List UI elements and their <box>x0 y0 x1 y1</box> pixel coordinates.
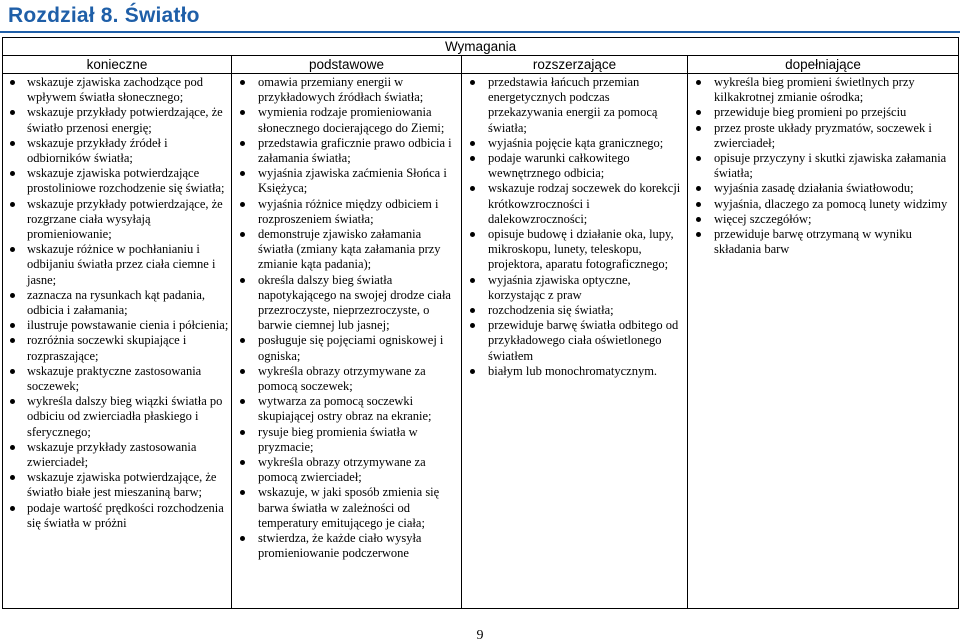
list-item: wskazuje zjawiska potwierdzające, że światło białe jest mieszaniną barw; <box>3 470 229 500</box>
list-item: posługuje się pojęciami ogniskowej i ogniska; <box>232 333 459 363</box>
requirements-header: Wymagania <box>3 38 959 56</box>
list-item: przewiduje barwę otrzymaną w wyniku składania barw <box>688 227 956 257</box>
list-item: ilustruje powstawanie cienia i półcienia; <box>3 318 229 333</box>
list-item: wykreśla obrazy otrzymywane za pomocą soczewek; <box>232 364 459 394</box>
list-item: wskazuje różnice w pochłanianiu i odbijaniu światła przez ciała ciemne i jasne; <box>3 242 229 288</box>
list-item: więcej szczegółów; <box>688 212 956 227</box>
requirements-table <box>2 37 959 609</box>
list-item: wskazuje przykłady źródeł i odbiorników światła; <box>3 136 229 166</box>
list-item: rozróżnia soczewki skupiające i rozpraszające; <box>3 333 229 363</box>
column-header-podstawowe: podstawowe <box>232 56 462 74</box>
list-item: stwierdza, że każde ciało wysyła promieniowanie podczerwone <box>232 531 459 561</box>
list-item: wyjaśnia zjawiska zaćmienia Słońca i Księżyca; <box>232 166 459 196</box>
column-header-rozszerzajace: rozszerzające <box>462 56 688 74</box>
list-item: wskazuje rodzaj soczewek do korekcji krótkowzroczności i dalekowzroczności; <box>462 181 685 227</box>
chapter-title: Rozdział 8. Światło <box>8 4 200 27</box>
list-item: wskazuje przykłady zastosowania zwierciadeł; <box>3 440 229 470</box>
list-item: wskazuje przykłady potwierdzające, że światło przenosi energię; <box>3 105 229 135</box>
list-item: przedstawia łańcuch przemian energetycznych podczas przekazywania energii za pomocą światła; <box>462 75 685 136</box>
list-item: przedstawia graficznie prawo odbicia i załamania światła; <box>232 136 459 166</box>
list-item: wskazuje przykłady potwierdzające, że rozgrzane ciała wysyłają promieniowanie; <box>3 197 229 243</box>
list-item: omawia przemiany energii w przykładowych źródłach światła; <box>232 75 459 105</box>
list-item: wyjaśnia różnice między odbiciem i rozproszeniem światła; <box>232 197 459 227</box>
list-item: wykreśla obrazy otrzymywane za pomocą zwierciadeł; <box>232 455 459 485</box>
column-dopelniajace <box>688 74 959 609</box>
list-item: przewiduje bieg promieni po przejściu <box>688 105 956 120</box>
list-item: rysuje bieg promienia światła w pryzmacie; <box>232 425 459 455</box>
list-item: wytwarza za pomocą soczewki skupiającej ostry obraz na ekranie; <box>232 394 459 424</box>
list-item: podaje wartość prędkości rozchodzenia się światła w próżni <box>3 501 229 531</box>
list-item: przez proste układy pryzmatów, soczewek i zwierciadeł; <box>688 121 956 151</box>
list-item: opisuje przyczyny i skutki zjawiska załamania światła; <box>688 151 956 181</box>
column-header-dopelniajace: dopełniające <box>688 56 959 74</box>
list-item: wyjaśnia pojęcie kąta granicznego; <box>462 136 685 151</box>
column-header-konieczne: konieczne <box>3 56 232 74</box>
list-item: określa dalszy bieg światła napotykającego na swojej drodze ciała przezroczyste, nieprzezroczyste, o barwie ciemnej lub jasnej; <box>232 273 459 334</box>
title-divider <box>0 31 960 33</box>
list-item: wskazuje, w jaki sposób zmienia się barwa światła w zależności od temperatury emitującego je ciała; <box>232 485 459 531</box>
page-number: 9 <box>476 628 484 643</box>
list-item: wyjaśnia zjawiska optyczne, korzystając z praw <box>462 273 685 303</box>
list-item: rozchodzenia się światła; <box>462 303 685 318</box>
column-konieczne <box>3 74 232 609</box>
list-item: wskazuje zjawiska zachodzące pod wpływem światła słonecznego; <box>3 75 229 105</box>
list-item: podaje warunki całkowitego wewnętrznego odbicia; <box>462 151 685 181</box>
list-item: wyjaśnia, dlaczego za pomocą lunety widzimy <box>688 197 956 212</box>
column-podstawowe <box>232 74 462 609</box>
list-item: wskazuje zjawiska potwierdzające prostoliniowe rozchodzenie się światła; <box>3 166 229 196</box>
list-item: wskazuje praktyczne zastosowania soczewek; <box>3 364 229 394</box>
column-rozszerzajace <box>462 74 688 609</box>
list-item: przewiduje barwę światła odbitego od przykładowego ciała oświetlonego światłem <box>462 318 685 364</box>
list-item: wykreśla dalszy bieg wiązki światła po odbiciu od zwierciadła płaskiego i sferycznego; <box>3 394 229 440</box>
list-item: białym lub monochromatycznym. <box>462 364 685 379</box>
list-item: wyjaśnia zasadę działania światłowodu; <box>688 181 956 196</box>
list-item: demonstruje zjawisko załamania światła (zmiany kąta załamania przy zmianie kąta padania); <box>232 227 459 273</box>
list-item: opisuje budowę i działanie oka, lupy, mikroskopu, lunety, teleskopu, projektora, aparatu fotograficznego; <box>462 227 685 273</box>
list-item: wykreśla bieg promieni świetlnych przy kilkakrotnej zmianie ośrodka; <box>688 75 956 105</box>
list-item: zaznacza na rysunkach kąt padania, odbicia i załamania; <box>3 288 229 318</box>
list-item: wymienia rodzaje promieniowania słonecznego docierającego do Ziemi; <box>232 105 459 135</box>
